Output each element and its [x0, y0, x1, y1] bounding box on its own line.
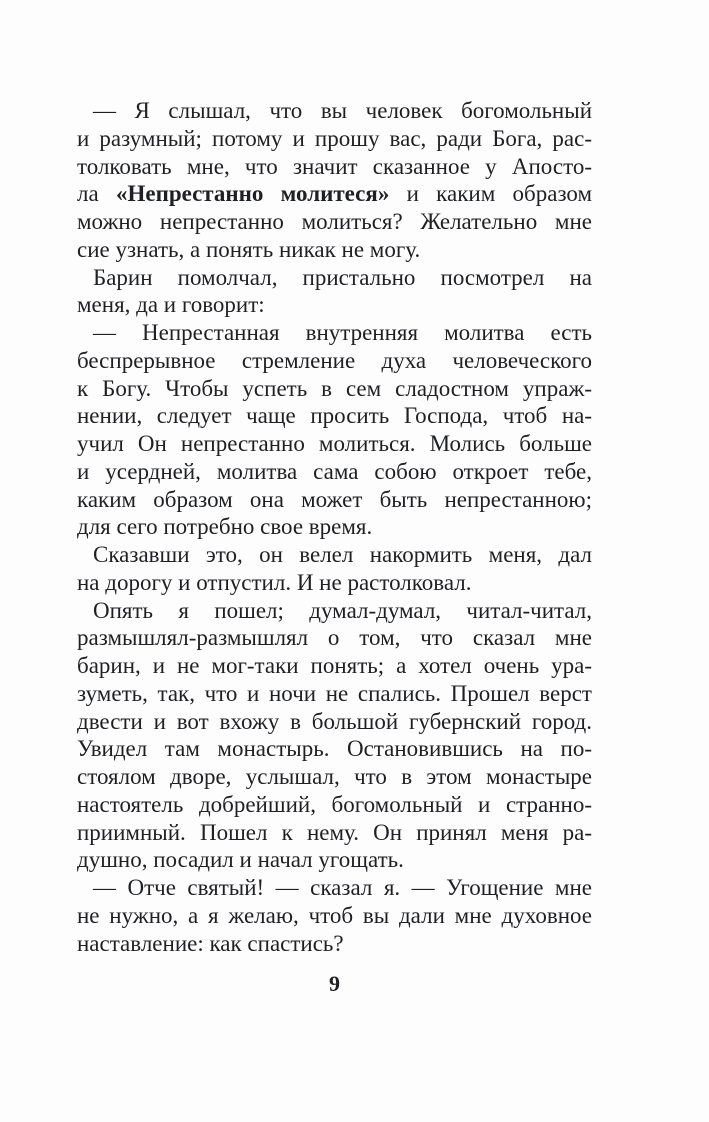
text-line: — Я слышал, что вы человек богомольный — [93, 98, 592, 123]
text-line: Опять я пошел; думал-думал, читал-читал, — [93, 597, 592, 623]
page-number: 9 — [329, 971, 340, 996]
text-line: не нужно, а я желаю, чтоб вы дали мне духовное — [77, 902, 592, 928]
text-line: можно непрестанно молиться? Желательно мне — [77, 209, 592, 234]
text-line: Сказавши это, он велел накормить меня, дал — [93, 542, 592, 567]
text-line: и разумный; потому и прошу вас, ради Бога, рас- — [77, 125, 592, 151]
page-text-block — [77, 97, 592, 957]
text-line: и усердней, молитва сама собою откроет тебе, — [77, 458, 592, 484]
text-line: на дорогу и отпустил. И не растолковал. — [77, 569, 472, 595]
text-line: — Отче святый! — сказал я. — Угощение мне — [93, 875, 592, 900]
paragraph — [77, 97, 592, 264]
text-line: стоялом дворе, услышал, что в этом монастыре — [77, 764, 592, 789]
text-line: к Богу. Чтобы успеть в сем сладостном упраж- — [77, 375, 592, 401]
paragraph — [77, 319, 592, 541]
paragraph — [77, 264, 592, 320]
text-line: беспрерывное стремление духа человеческого — [77, 347, 592, 373]
text-line: для сего потребно свое время. — [77, 514, 373, 540]
text-line: каким образом она может быть непрестанною; — [77, 486, 592, 512]
text-line: — Непрестанная внутренняя молитва есть — [93, 320, 592, 345]
text-line: ла «Непрестанно молитеся» и каким образом — [77, 181, 593, 207]
text-line: сие узнать, а понять никак не могу. — [77, 236, 421, 262]
text-line: барин, и не мог-таки понять; а хотел очень ура- — [77, 653, 592, 678]
text-line: меня, да и говорит: — [77, 292, 265, 318]
paragraph — [77, 874, 592, 957]
text-line: двести и вот вхожу в большой губернский город. — [77, 708, 592, 734]
paragraph — [77, 541, 592, 597]
text-line: Барин помолчал, пристально посмотрел на — [93, 264, 592, 290]
text-line: наставление: как спастись? — [77, 930, 344, 956]
text-line: толковать мне, что значит сказанное у Апосто- — [77, 153, 592, 179]
text-line: душно, посадил и начал угощать. — [77, 847, 404, 873]
text-line: размышлял-размышлял о том, что сказал мне — [77, 625, 592, 651]
text-line: настоятель добрейший, богомольный и странно- — [77, 791, 592, 817]
text-line: учил Он непрестанно молиться. Молись больше — [77, 431, 592, 456]
bold-phrase: «Непрестанно молитеся» — [115, 181, 390, 207]
text-line: нении, следует чаще просить Господа, чтоб на- — [77, 403, 592, 429]
paragraph — [77, 597, 592, 875]
text-line: Увидел там монастырь. Остановившись на по- — [77, 736, 592, 762]
text-line: приимный. Пошел к нему. Он принял меня ра- — [77, 819, 592, 845]
text-line: зуметь, так, что и ночи не спались. Прошел верст — [77, 680, 592, 706]
